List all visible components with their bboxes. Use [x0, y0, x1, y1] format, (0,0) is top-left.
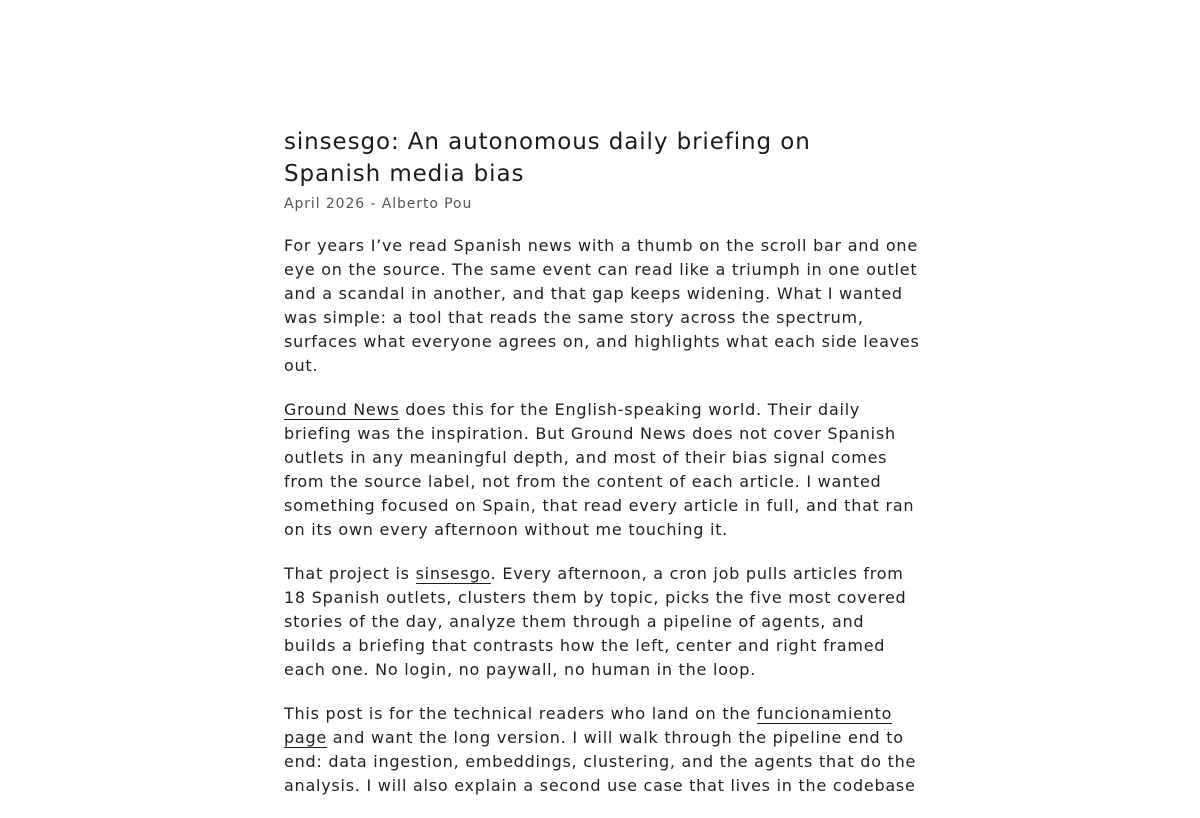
paragraph-intro: For years I’ve read Spanish news with a thumb on the scroll bar and one eye on the source. The same event can read like a triumph in one outlet and a scandal in another, and that gap keeps widening. What I wanted was simple: a tool that reads the same story across the spectrum, surfaces what everyone agrees on, and highlights what each side leaves out.	[284, 236, 920, 375]
ground-news-link[interactable]: Ground News	[284, 400, 400, 419]
article-byline: April 2026 - Alberto Pou	[284, 196, 473, 212]
paragraph-ground-news-text: does this for the English-speaking world. Their daily briefing was the inspiration. But Ground News does not cover Spanish outlets in any meaningful depth, and most of their bias signal comes from the source label, not from the content of each article. I wanted something focused on Spain, that read every article in full, and that ran on its own every afternoon without me touching it.	[284, 400, 915, 539]
funcionamiento-page-link[interactable]: funcionamiento page	[284, 704, 893, 747]
paragraph-technical	[284, 702, 920, 798]
paragraph-project-after: . Every afternoon, a cron job pulls articles from 18 Spanish outlets, clusters them by topic, picks the five most covered stories of the day, analyze them through a pipeline of agents, and builds a briefing that contrasts how the left, center and right framed each one. No login, no paywall, no human in the loop.	[284, 564, 907, 679]
paragraph-project-before: That project is	[284, 564, 416, 583]
paragraph-ground-news	[284, 398, 920, 542]
article-title: sinsesgo: An autonomous daily briefing on Spanish media bias	[284, 129, 811, 187]
paragraph-technical-after: and want the long version. I will walk through the pipeline end to end: data ingestion, embeddings, clustering, and the agents that do the analysis. I will also explain a second use case that lives in the codebase	[284, 728, 917, 795]
paragraph-technical-before: This post is for the technical readers who land on the	[284, 704, 757, 723]
blog-article	[284, 126, 920, 818]
article-body	[284, 234, 920, 798]
paragraph-project	[284, 562, 920, 682]
sinsesgo-link[interactable]: sinsesgo	[415, 564, 491, 583]
